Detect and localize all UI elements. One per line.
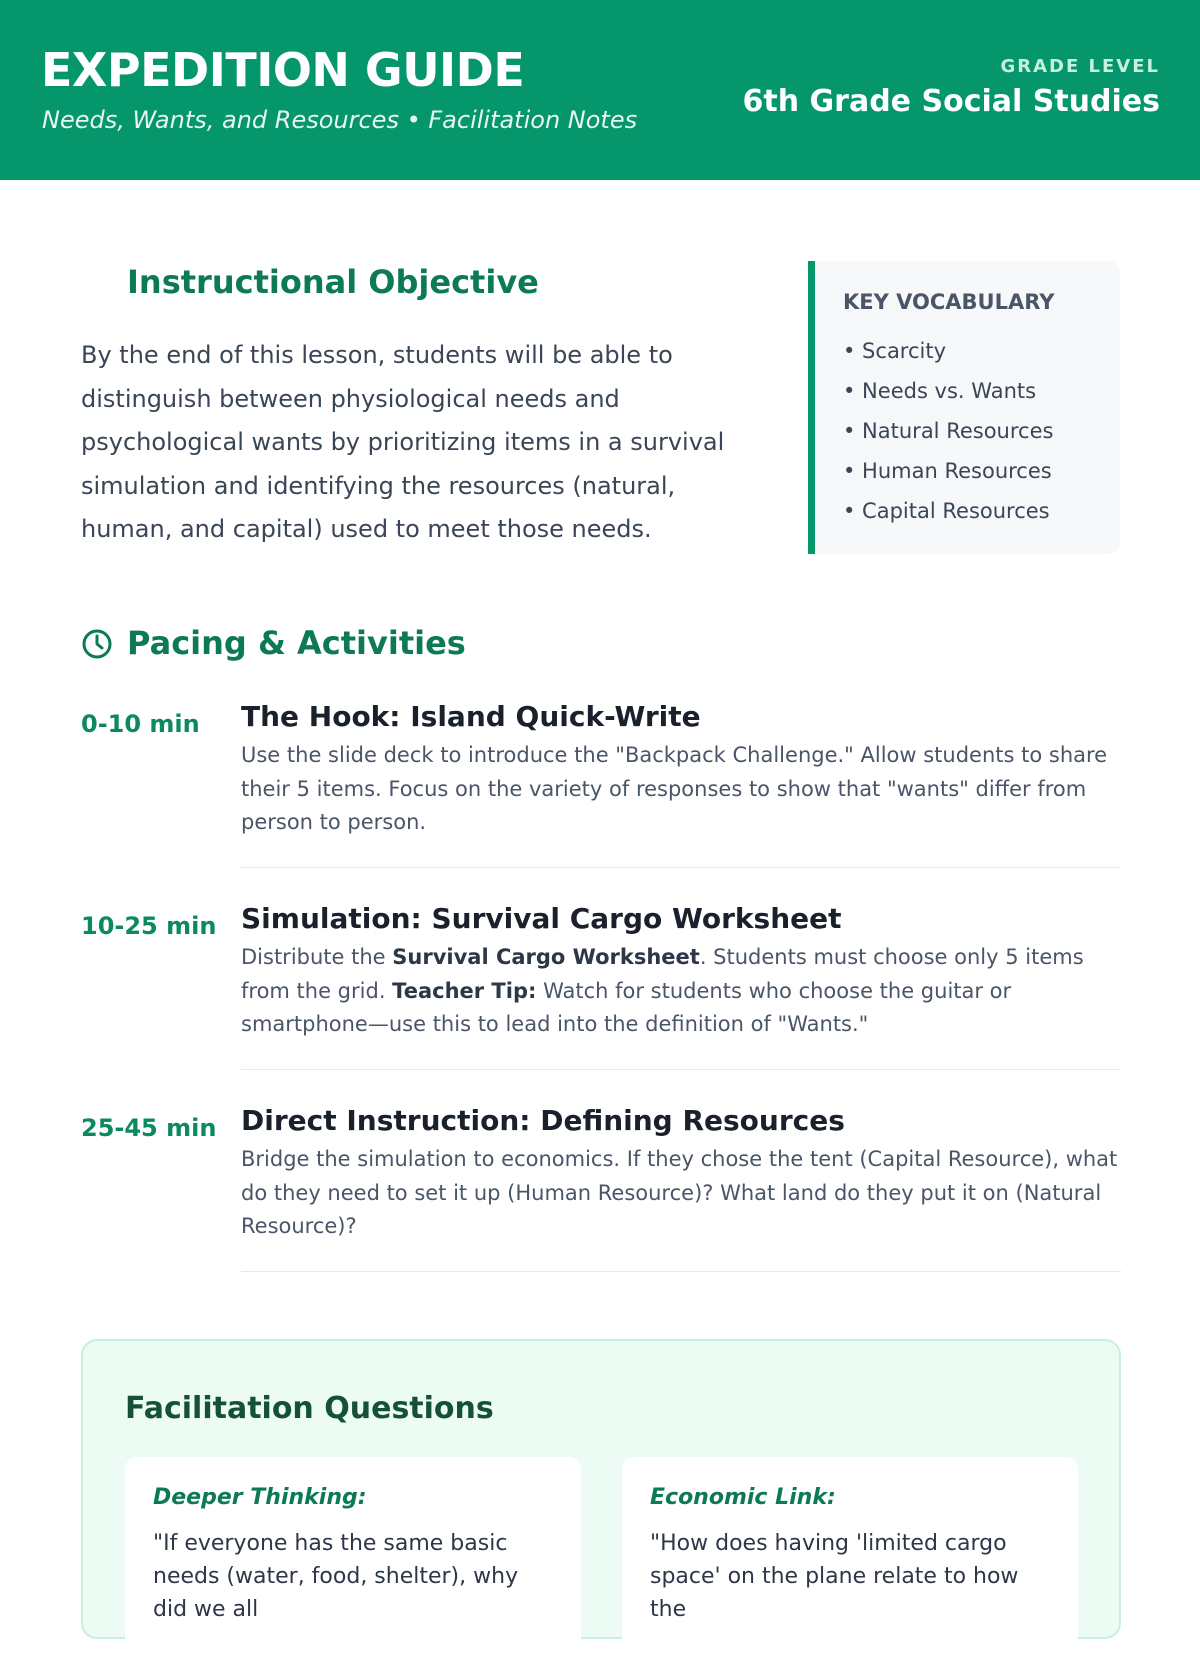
page-title: EXPEDITION GUIDE	[41, 43, 525, 97]
question-label: Deeper Thinking:	[153, 1485, 367, 1510]
vocabulary-item: • Human Resources	[843, 459, 1052, 483]
activity-time: 10-25 min	[81, 912, 217, 940]
activity-title: The Hook: Island Quick-Write	[241, 700, 701, 733]
worksheet-name: Survival Cargo Worksheet	[392, 945, 700, 969]
activity-time: 25-45 min	[81, 1114, 217, 1142]
page-subtitle: Needs, Wants, and Resources • Facilitation Notes	[42, 106, 638, 134]
objective-text: By the end of this lesson, students will be able to distinguish between physiological needs and psychological wants by prioritizing items in a survival simulation and identifying the resources (natural, human, and capital) used to meet those needs.	[81, 341, 725, 543]
facilitation-heading: Facilitation Questions	[125, 1391, 494, 1426]
activity-divider	[241, 1069, 1121, 1070]
facilitation-questions-panel	[81, 1339, 1121, 1639]
question-text: "If everyone has the same basic needs (water, food, shelter), why did we all	[153, 1531, 519, 1622]
question-card-economic-link	[622, 1457, 1078, 1657]
activity-description: Bridge the simulation to economics. If they chose the tent (Capital Resource), what do they need to set it up (Human Resource)? What land do they put it on (Natural Resource)?	[241, 1147, 1118, 1238]
vocabulary-item: • Capital Resources	[843, 499, 1050, 523]
question-label: Economic Link:	[650, 1485, 836, 1510]
desc-text: . Students must choose only 5 items from the grid.	[241, 945, 1084, 1003]
question-card-deeper-thinking	[125, 1457, 581, 1657]
vocabulary-item: • Needs vs. Wants	[843, 379, 1037, 403]
activity-title: Direct Instruction: Defining Resources	[241, 1104, 845, 1137]
question-text: "How does having 'limited cargo space' on the plane relate to how the	[650, 1531, 1019, 1622]
activity-time: 0-10 min	[81, 710, 200, 738]
teacher-tip-label: Teacher Tip:	[392, 978, 537, 1003]
pacing-heading: Pacing & Activities	[127, 624, 466, 662]
vocabulary-item: • Natural Resources	[843, 419, 1054, 443]
activity-description: Use the slide deck to introduce the "Backpack Challenge." Allow students to share their 5 items. Focus on the variety of responses to show that "wants" differ from person to person.	[241, 743, 1108, 834]
activity-divider	[241, 867, 1121, 868]
key-vocabulary-panel	[808, 261, 1120, 554]
vocabulary-heading: KEY VOCABULARY	[843, 290, 1055, 314]
activity-description	[241, 941, 1121, 1042]
grade-level-label: GRADE LEVEL	[1000, 56, 1160, 77]
vocabulary-item: • Scarcity	[843, 339, 947, 363]
desc-text: Watch for students who choose the guitar or smartphone—use this to lead into the definition of "Wants."	[241, 978, 1012, 1036]
objective-heading: Instructional Objective	[127, 263, 539, 301]
activity-title: Simulation: Survival Cargo Worksheet	[241, 902, 842, 935]
grade-level-value: 6th Grade Social Studies	[742, 84, 1160, 119]
activity-divider	[241, 1271, 1121, 1272]
page-header	[0, 0, 1200, 180]
desc-text: Distribute the	[241, 945, 393, 969]
clock-icon	[81, 628, 113, 660]
